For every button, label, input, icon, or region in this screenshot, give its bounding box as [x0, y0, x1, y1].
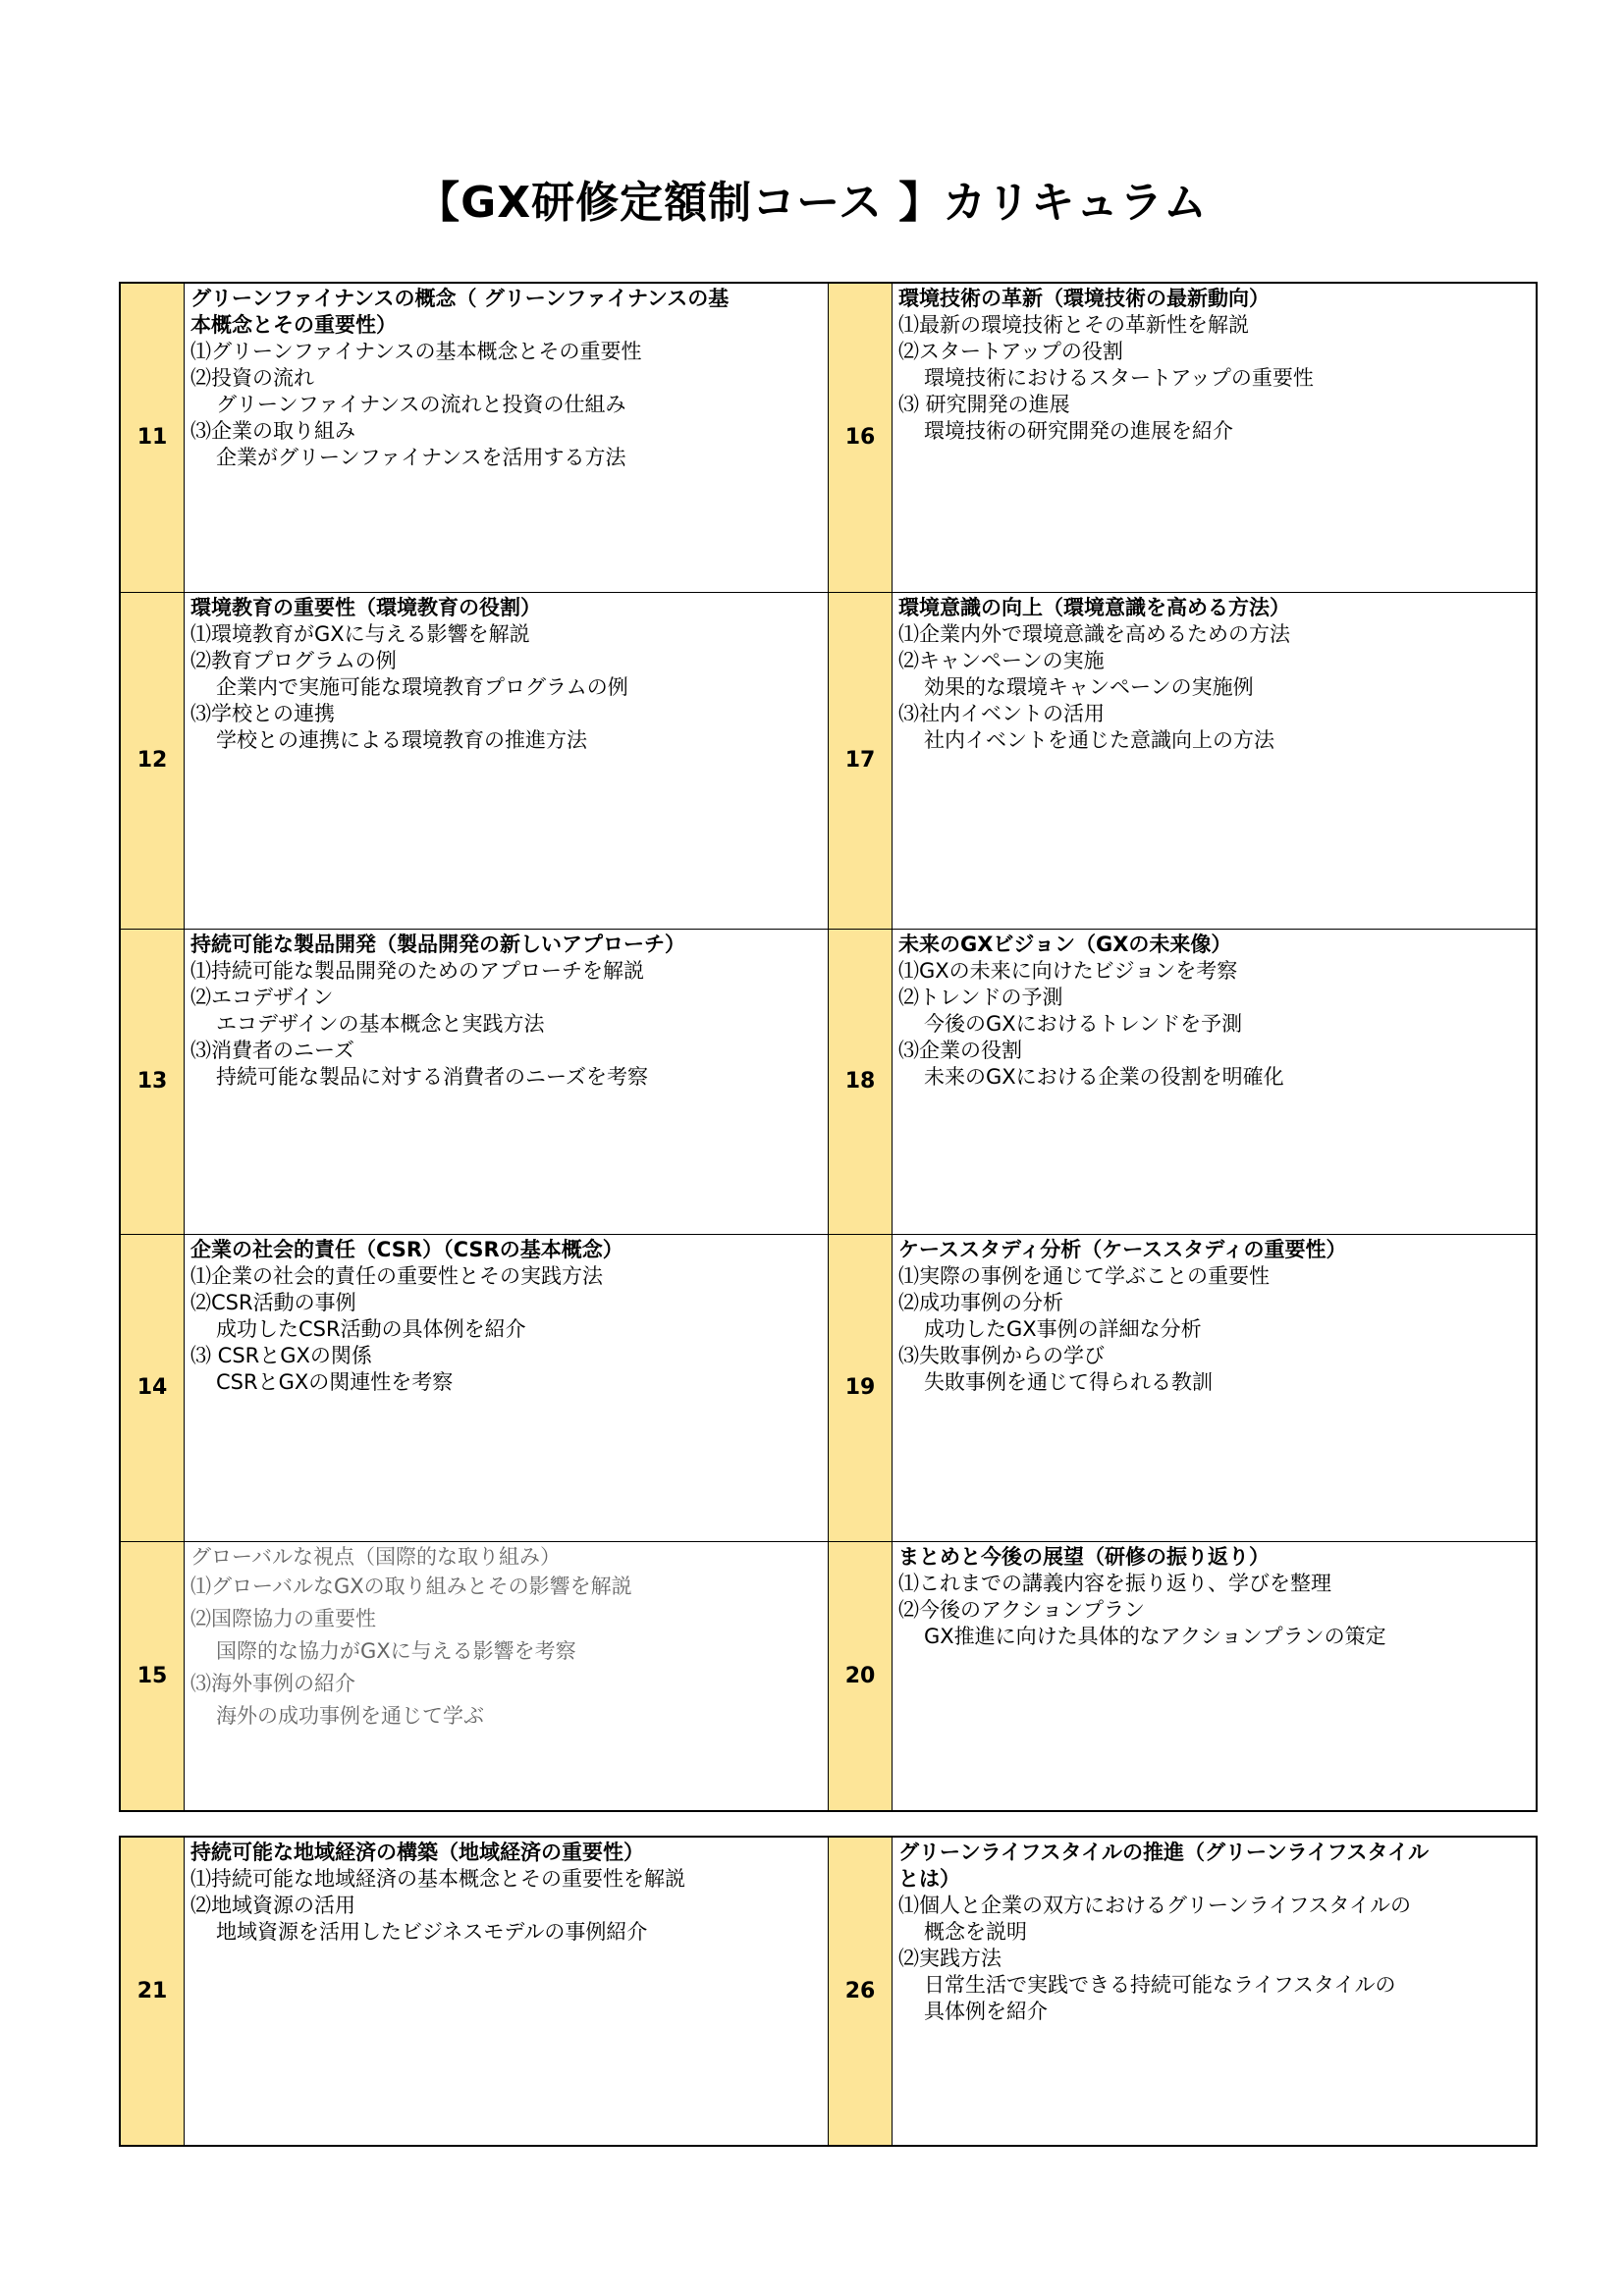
session-heading: 企業の社会的責任（CSR）（CSRの基本概念）: [190, 1237, 623, 1261]
table-row: [120, 1234, 1537, 1541]
session-detail: 環境技術におけるスタートアップの重要性: [924, 366, 1314, 390]
session-detail: グリーンファイナンスの流れと投資の仕組み: [216, 393, 626, 416]
session-number: 19: [829, 1234, 893, 1541]
session-content: [185, 283, 829, 592]
session-detail: 失敗事例を通じて得られる教訓: [924, 1369, 1213, 1394]
session-heading: 環境技術の革新（環境技術の最新動向）: [898, 287, 1270, 310]
session-item: ⑵国際協力の重要性: [190, 1606, 376, 1630]
session-item: ⑵今後のアクションプラン: [898, 1597, 1145, 1622]
session-item: ⑴企業の社会的責任の重要性とその実践方法: [190, 1263, 603, 1288]
session-number: 12: [120, 592, 185, 929]
session-item: ⑴GXの未来に向けたビジョンを考察: [898, 958, 1238, 983]
session-detail: 地域資源を活用したビジネスモデルの事例紹介: [216, 1920, 648, 1944]
session-content: [185, 1234, 829, 1541]
session-detail: 成功したGX事例の詳細な分析: [924, 1316, 1202, 1341]
session-number: 16: [829, 283, 893, 592]
session-detail: 効果的な環境キャンペーンの実施例: [924, 674, 1254, 699]
session-detail: 成功したCSR活動の具体例を紹介: [216, 1316, 526, 1341]
session-item: ⑵キャンペーンの実施: [898, 648, 1105, 672]
session-heading: 未来のGXビジョン（GXの未来像）: [898, 932, 1232, 956]
session-item: ⑶ CSRとGXの関係: [190, 1343, 372, 1367]
session-item: ⑴最新の環境技術とその革新性を解説: [898, 313, 1249, 337]
session-content: [893, 929, 1538, 1234]
session-number: 14: [120, 1234, 185, 1541]
session-detail: 国際的な協力がGXに与える影響を考察: [216, 1638, 576, 1663]
session-number: 18: [829, 929, 893, 1234]
session-item: ⑶ 研究開発の進展: [898, 393, 1070, 416]
session-heading: グリーンライフスタイルの推進（グリーンライフスタイル: [898, 1841, 1430, 1864]
session-item: ⑴企業内外で環境意識を高めるための方法: [898, 621, 1290, 646]
session-item: ⑴グリーンファイナンスの基本概念とその重要性: [190, 340, 642, 363]
table-row: [120, 283, 1537, 592]
session-detail: GX推進に向けた具体的なアクションプランの策定: [924, 1624, 1386, 1648]
session-item: ⑵スタートアップの役割: [898, 340, 1123, 363]
session-content: [185, 929, 829, 1234]
session-detail: 企業がグリーンファイナンスを活用する方法: [216, 446, 626, 469]
session-number: 26: [829, 1837, 893, 2146]
session-item: ⑴持続可能な製品開発のためのアプローチを解説: [190, 958, 644, 983]
session-item: ⑶企業の取り組み: [190, 419, 355, 443]
session-content: [893, 1541, 1538, 1811]
session-item: ⑶学校との連携: [190, 701, 335, 725]
session-item: ⑴環境教育がGXに与える影響を解説: [190, 621, 530, 646]
session-detail: 学校との連携による環境教育の推進方法: [216, 727, 587, 752]
session-detail: CSRとGXの関連性を考察: [216, 1369, 454, 1394]
session-heading: まとめと今後の展望（研修の振り返り）: [898, 1544, 1270, 1569]
session-detail: 企業内で実施可能な環境教育プログラムの例: [216, 674, 628, 699]
session-heading: グローバルな視点（国際的な取り組み）: [190, 1544, 561, 1569]
session-detail: 概念を説明: [924, 1920, 1027, 1944]
session-item: ⑴個人と企業の双方におけるグリーンライフスタイルの: [898, 1894, 1412, 1917]
session-number: 21: [120, 1837, 185, 2146]
session-item: ⑵教育プログラムの例: [190, 648, 397, 672]
page-title: 【GX研修定額制コース 】カリキュラム: [416, 178, 1208, 228]
session-content: [893, 592, 1538, 929]
session-item: ⑵CSR活動の事例: [190, 1290, 356, 1314]
session-heading: グリーンファイナンスの概念（ グリーンファイナンスの基: [190, 287, 730, 310]
session-detail: 具体例を紹介: [924, 2000, 1048, 2023]
curriculum-table: [119, 282, 1538, 1812]
session-heading: 環境意識の向上（環境意識を高める方法）: [898, 595, 1290, 619]
session-detail: 環境技術の研究開発の進展を紹介: [924, 419, 1233, 443]
session-item: ⑵エコデザイン: [190, 985, 334, 1009]
session-item: ⑶企業の役割: [898, 1038, 1022, 1062]
session-content: [185, 1837, 829, 2146]
table-row: [120, 1541, 1537, 1811]
session-item: ⑵投資の流れ: [190, 366, 314, 390]
session-item: ⑵トレンドの予測: [898, 985, 1063, 1009]
session-detail: 日常生活で実践できる持続可能なライフスタイルの: [924, 1973, 1396, 1997]
session-number: 20: [829, 1541, 893, 1811]
session-content: [893, 1234, 1538, 1541]
session-item: ⑶失敗事例からの学び: [898, 1343, 1105, 1367]
session-detail: 海外の成功事例を通じて学ぶ: [216, 1703, 484, 1728]
session-detail: 持続可能な製品に対する消費者のニーズを考察: [216, 1064, 648, 1089]
session-detail: エコデザインの基本概念と実践方法: [216, 1011, 545, 1036]
session-heading: 持続可能な製品開発（製品開発の新しいアプローチ）: [190, 932, 685, 956]
session-heading: 環境教育の重要性（環境教育の役割）: [190, 595, 541, 619]
session-item: ⑶社内イベントの活用: [898, 701, 1105, 725]
session-item: ⑵地域資源の活用: [190, 1894, 355, 1917]
session-detail: 未来のGXにおける企業の役割を明確化: [924, 1064, 1284, 1089]
session-item: ⑴グローバルなGXの取り組みとその影響を解説: [190, 1574, 632, 1598]
session-item: ⑶消費者のニーズ: [190, 1038, 354, 1062]
table-row: [120, 929, 1537, 1234]
session-item: ⑵実践方法: [898, 1947, 1001, 1970]
session-number: 13: [120, 929, 185, 1234]
table-row: [120, 592, 1537, 929]
session-item: ⑵成功事例の分析: [898, 1290, 1063, 1314]
session-detail: 今後のGXにおけるトレンドを予測: [924, 1011, 1243, 1036]
session-content: [893, 1837, 1538, 2146]
session-number: 17: [829, 592, 893, 929]
curriculum-table-extra: [119, 1836, 1538, 2147]
session-item: ⑶海外事例の紹介: [190, 1671, 355, 1695]
session-content: [893, 283, 1538, 592]
session-number: 15: [120, 1541, 185, 1811]
session-detail: 社内イベントを通じた意識向上の方法: [924, 727, 1274, 752]
table-row: [120, 1837, 1537, 2146]
session-heading: 持続可能な地域経済の構築（地域経済の重要性）: [190, 1841, 644, 1864]
session-heading: 本概念とその重要性）: [190, 313, 397, 337]
session-number: 11: [120, 283, 185, 592]
session-heading: とは）: [898, 1867, 960, 1891]
session-item: ⑴これまでの講義内容を振り返り、学びを整理: [898, 1571, 1331, 1595]
session-content: [185, 592, 829, 929]
session-item: ⑴実際の事例を通じて学ぶことの重要性: [898, 1263, 1270, 1288]
session-content: [185, 1541, 829, 1811]
session-item: ⑴持続可能な地域経済の基本概念とその重要性を解説: [190, 1867, 685, 1891]
session-heading: ケーススタディ分析（ケーススタディの重要性）: [898, 1237, 1347, 1261]
